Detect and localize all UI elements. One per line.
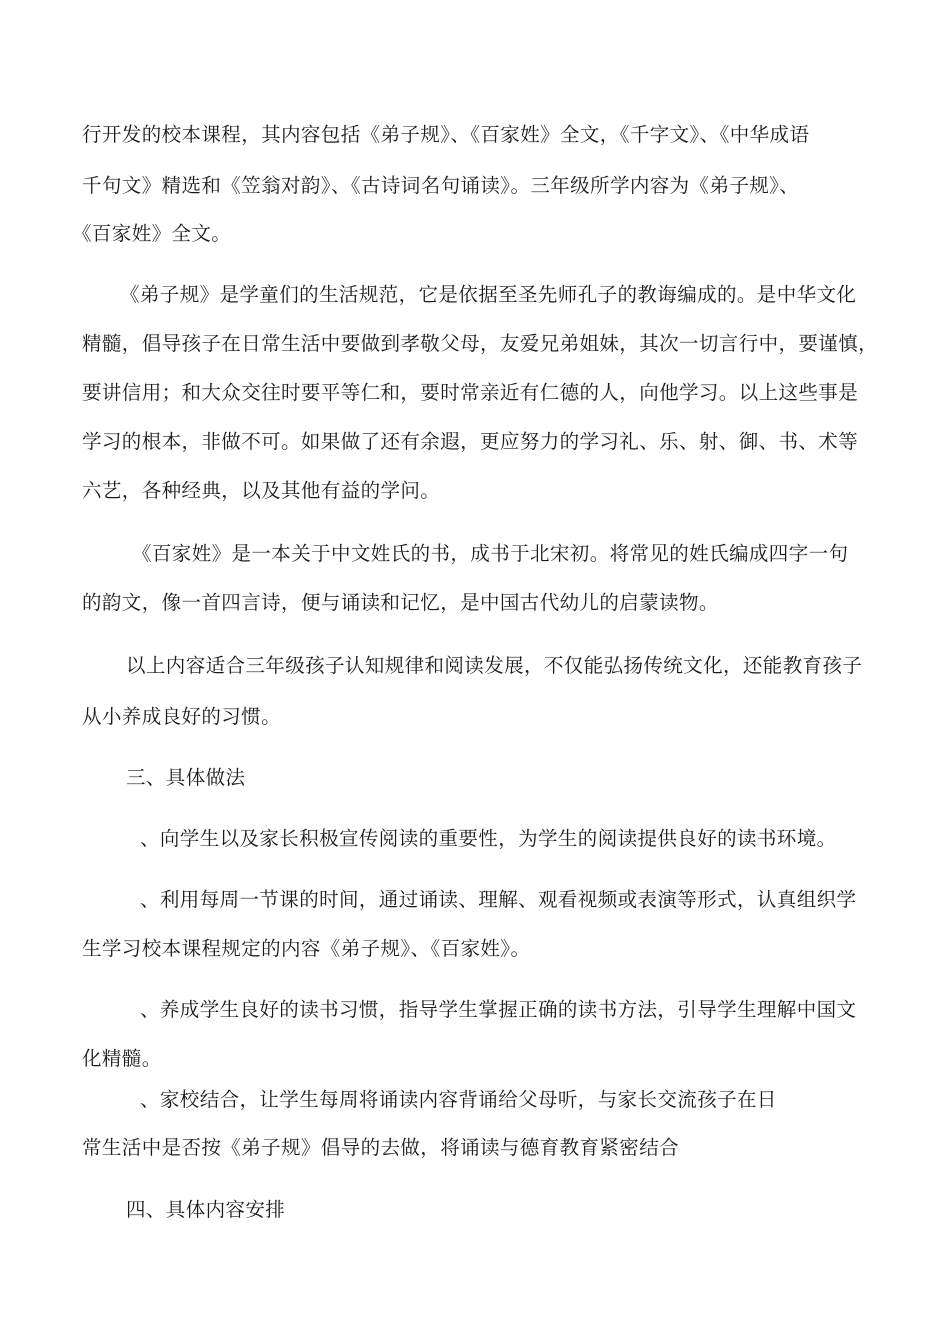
text-line: 化精髓。 bbox=[82, 1047, 162, 1070]
text-line: 要讲信用；和大众交往时要平等仁和，要时常亲近有仁德的人，向他学习。以上这些事是 bbox=[82, 381, 859, 404]
section-heading: 三、具体做法 bbox=[126, 766, 246, 789]
text-line: 精髓，倡导孩子在日常生活中要做到孝敬父母，友爱兄弟姐妹，其次一切言行中，要谨慎， bbox=[82, 332, 879, 355]
text-line: 生学习校本课程规定的内容《弟子规》、《百家姓》。 bbox=[82, 937, 531, 960]
text-line: 千句文》精选和《笠翁对韵》、《古诗词名句诵读》。三年级所学内容为《弟子规》、 bbox=[82, 174, 800, 197]
text-line: 从小养成良好的习惯。 bbox=[82, 705, 282, 728]
text-line: 《百家姓》全文。 bbox=[72, 222, 232, 245]
text-line: 《弟子规》是学童们的生活规范，它是依据至圣先师孔子的教诲编成的。是中华文化 bbox=[120, 283, 857, 306]
list-item: 、利用每周一节课的时间，通过诵读、理解、观看视频或表演等形式，认真组织学 bbox=[140, 888, 857, 911]
section-heading: 四、具体内容安排 bbox=[126, 1198, 286, 1221]
text-line: 学习的根本，非做不可。如果做了还有余遐，更应努力的学习礼、乐、射、御、书、术等 bbox=[82, 430, 859, 453]
list-item: 、家校结合，让学生每周将诵读内容背诵给父母听，与家长交流孩子在日 bbox=[140, 1088, 777, 1111]
text-line: 《百家姓》是一本关于中文姓氏的书，成书于北宋初。将常见的姓氏编成四字一句 bbox=[132, 542, 849, 565]
text-line: 的韵文，像一首四言诗，便与诵读和记忆，是中国古代幼儿的启蒙读物。 bbox=[82, 591, 719, 614]
text-line: 六艺，各种经典，以及其他有益的学问。 bbox=[82, 479, 441, 502]
text-line: 以上内容适合三年级孩子认知规律和阅读发展，不仅能弘扬传统文化，还能教育孩子 bbox=[126, 654, 863, 677]
text-line: 行开发的校本课程，其内容包括《弟子规》、《百家姓》全文，《千字文》、《中华成语 bbox=[82, 123, 810, 146]
list-item: 、养成学生良好的读书习惯，指导学生掌握正确的读书方法，引导学生理解中国文 bbox=[140, 998, 857, 1021]
text-line: 常生活中是否按《弟子规》倡导的去做，将诵读与德育教育紧密结合 bbox=[82, 1136, 680, 1159]
list-item: 、向学生以及家长积极宣传阅读的重要性，为学生的阅读提供良好的读书环境。 bbox=[140, 827, 837, 850]
